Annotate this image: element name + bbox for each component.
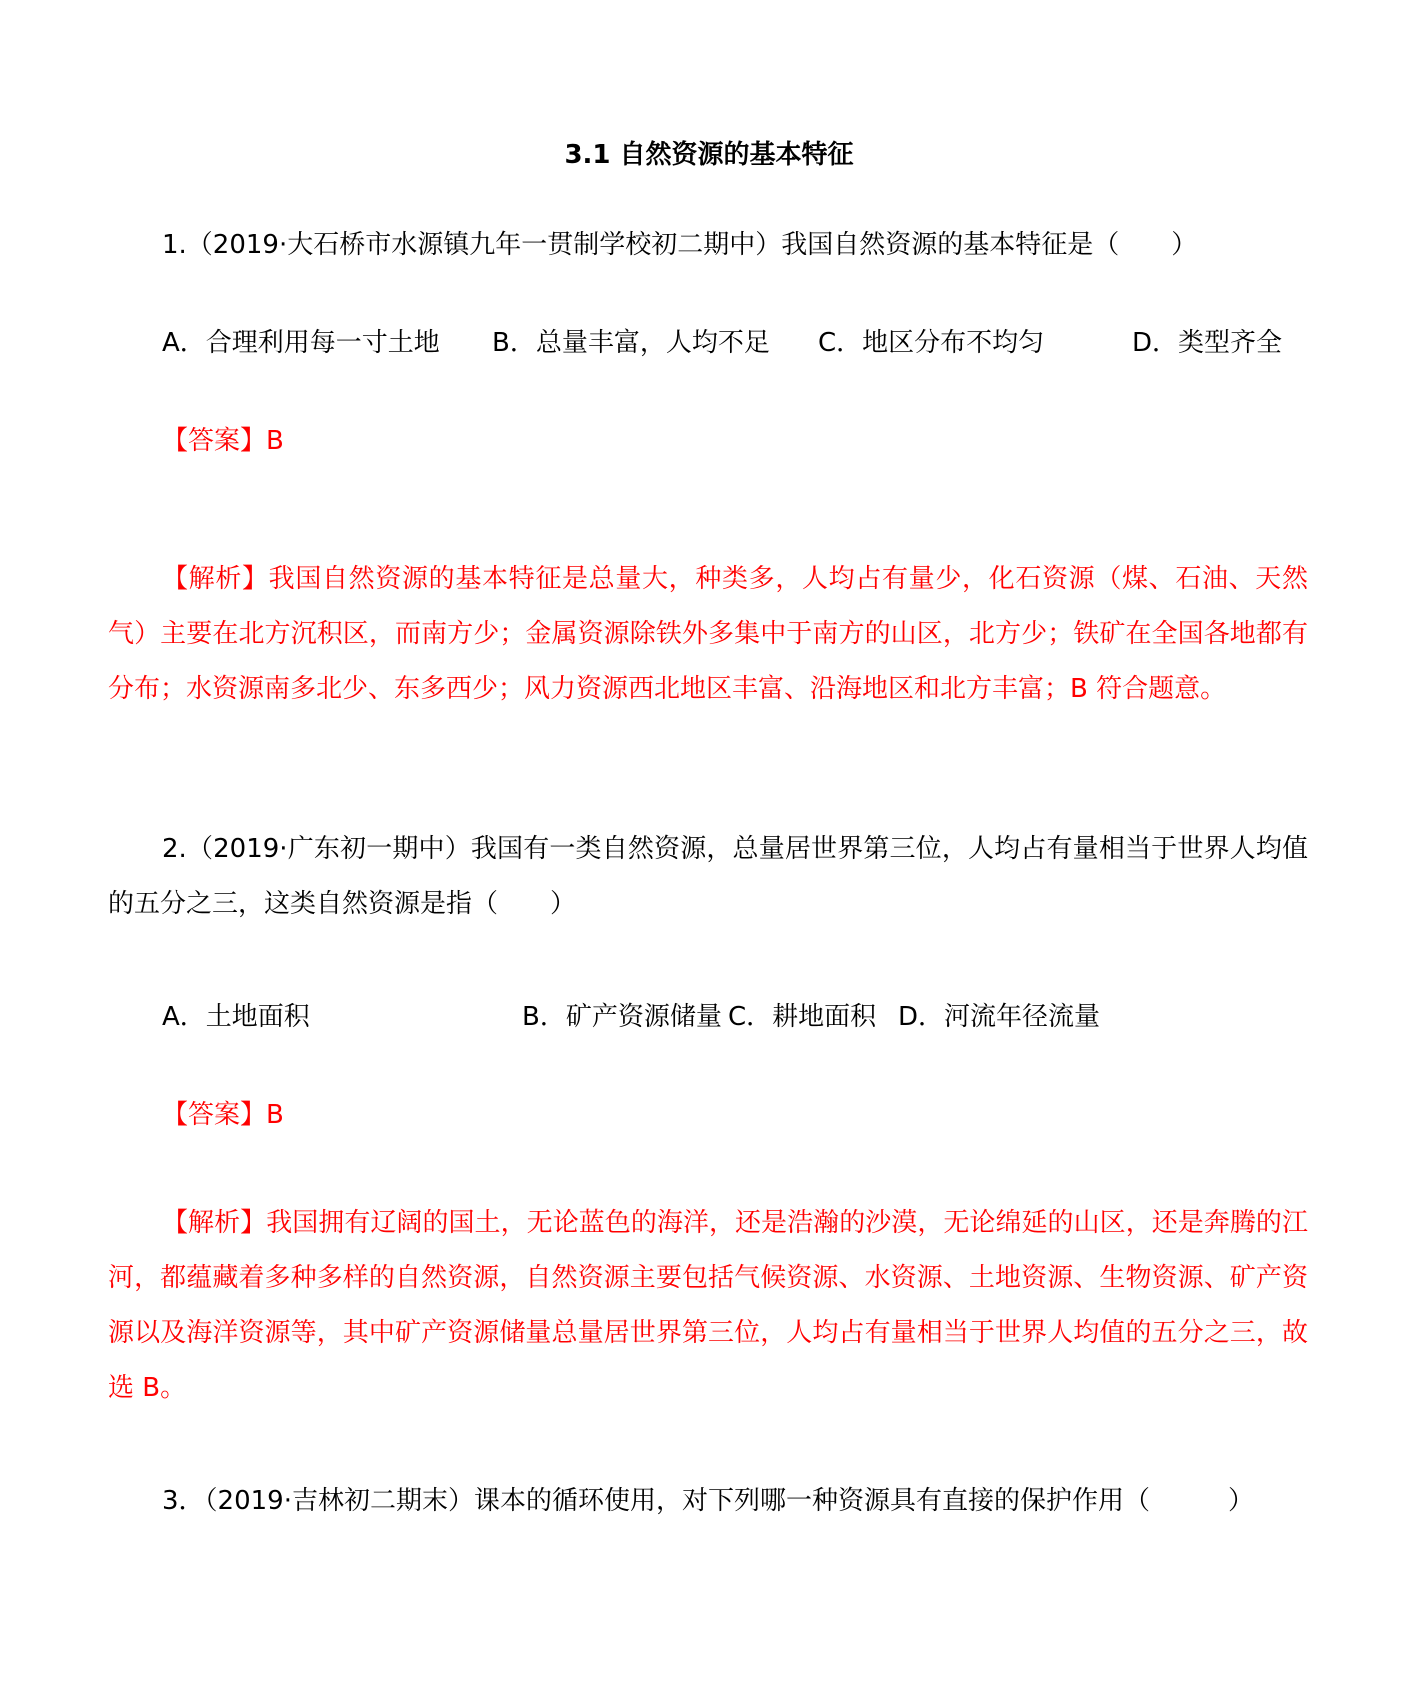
document-title: 3.1 自然资源的基本特征 — [564, 140, 854, 170]
answer-value: B — [266, 1100, 284, 1130]
question-2-option-d: D．河流年径流量 — [898, 1002, 1101, 1032]
answer-value: B — [266, 426, 284, 456]
question-1-stem: 1.（2019·大石桥市水源镇九年一贯制学校初二期中）我国自然资源的基本特征是（ ） — [162, 230, 1198, 260]
question-2-analysis — [108, 1196, 1308, 1416]
question-2-option-b: B．矿产资源储量 — [522, 1002, 722, 1032]
analysis-text: 我国拥有辽阔的国土，无论蓝色的海洋，还是浩瀚的沙漠，无论绵延的山区，还是奔腾的江河，都蕴藏着多种多样的自然资源，自然资源主要包括气候资源、水资源、土地资源、生物资源、矿产资源以及海洋资源等，其中矿产资源储量总量居世界第三位，人均占有量相当于世界人均值的五分之三，故选 B。 — [108, 1208, 1308, 1403]
question-1-analysis — [108, 552, 1308, 717]
analysis-tag: 【解析】 — [162, 564, 269, 594]
question-1-option-c: C．地区分布不均匀 — [818, 328, 1045, 358]
question-2-stem: 2.（2019·广东初一期中）我国有一类自然资源，总量居世界第三位，人均占有量相当于世界人均值的五分之三，这类自然资源是指（ ） — [108, 834, 1308, 919]
question-2-option-c: C．耕地面积 — [728, 1002, 877, 1032]
question-1-option-d: D．类型齐全 — [1132, 328, 1283, 358]
question-3-stem: 3．（2019·吉林初二期末）课本的循环使用，对下列哪一种资源具有直接的保护作用（ ） — [162, 1486, 1254, 1516]
answer-tag: 【答案】 — [162, 426, 267, 456]
question-2-option-a: A．土地面积 — [162, 1002, 310, 1032]
analysis-text: 我国自然资源的基本特征是总量大，种类多，人均占有量少，化石资源（煤、石油、天然气）主要在北方沉积区，而南方少；金属资源除铁外多集中于南方的山区，北方少；铁矿在全国各地都有分布；水资源南多北少、东多西少；风力资源西北地区丰富、沿海地区和北方丰富；B 符合题意。 — [108, 564, 1308, 704]
question-2-answer — [162, 1098, 284, 1132]
question-1-answer — [162, 424, 284, 458]
answer-tag: 【答案】 — [162, 1100, 267, 1130]
analysis-tag: 【解析】 — [162, 1208, 267, 1238]
question-1-option-a: A．合理利用每一寸土地 — [162, 328, 440, 358]
question-1-option-b: B．总量丰富，人均不足 — [492, 328, 770, 358]
